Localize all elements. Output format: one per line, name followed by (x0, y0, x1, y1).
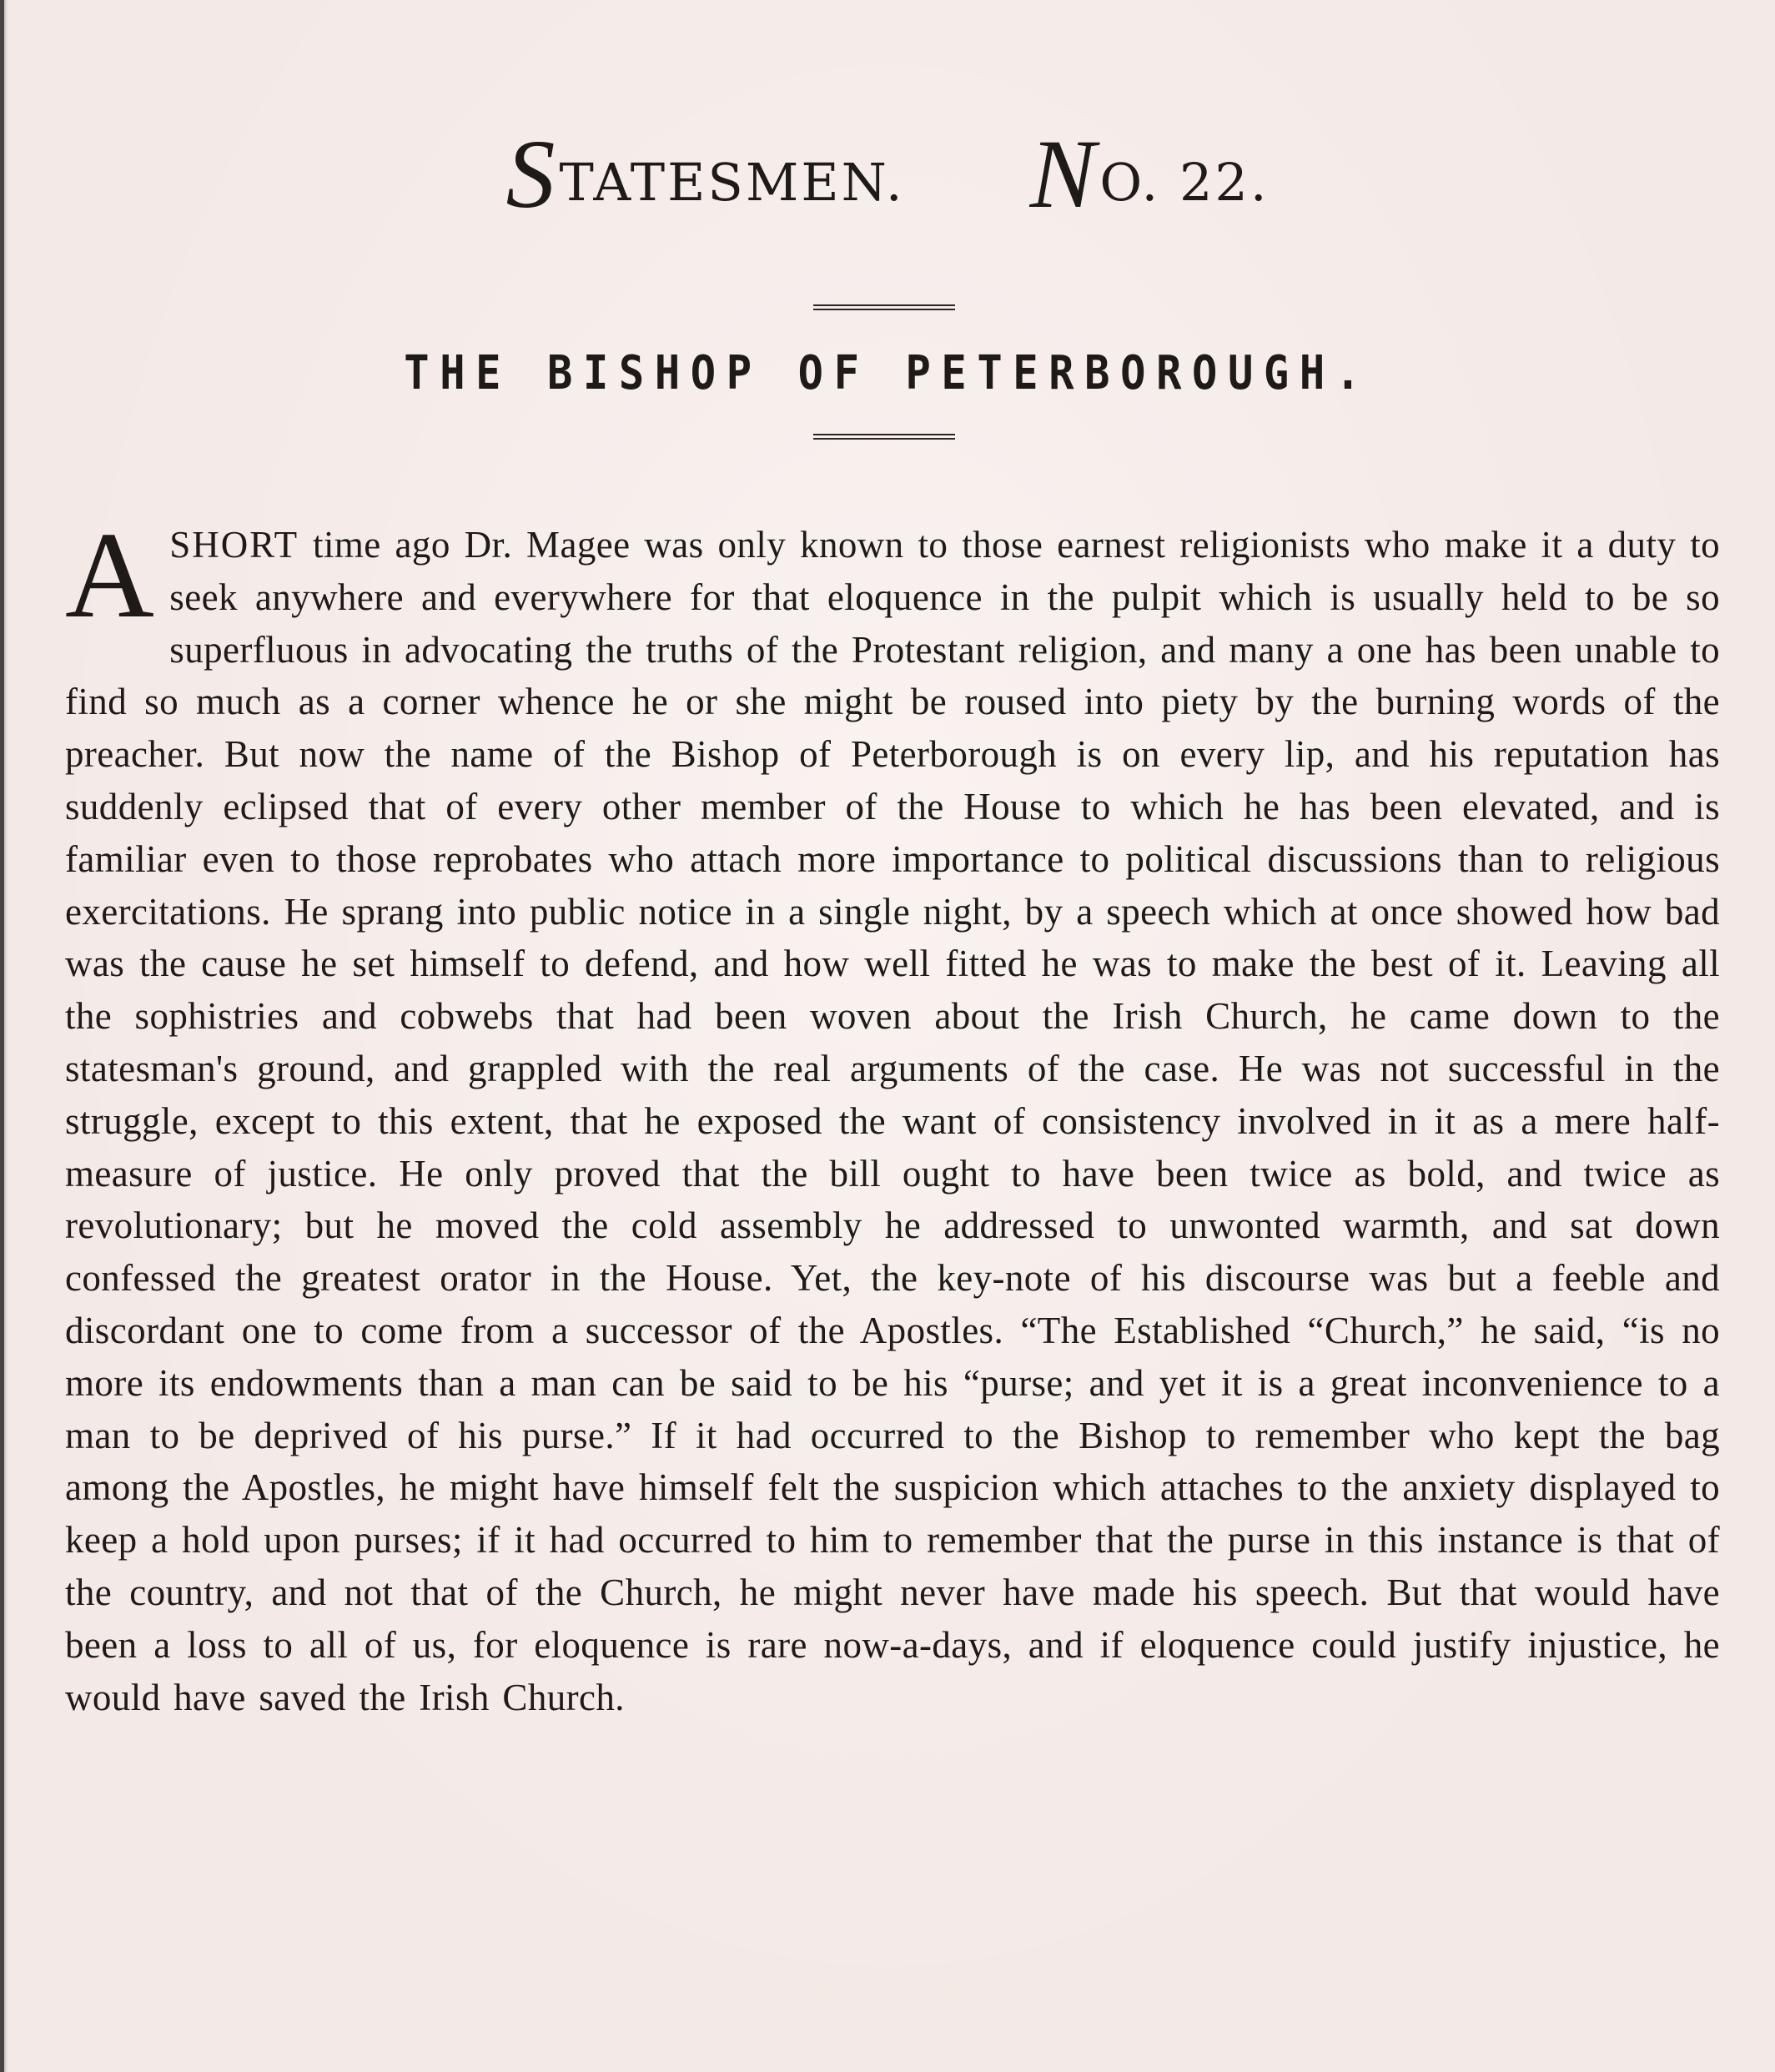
series-number: O. 22. (1099, 152, 1270, 213)
double-rule-bottom (813, 434, 955, 440)
number-initial: N (1029, 119, 1099, 229)
series-initial: S (505, 119, 558, 229)
drop-cap: A (65, 507, 155, 644)
page-edge-shadow (4, 0, 8, 2072)
series-word: TATESMEN. (559, 152, 905, 213)
article-body (65, 507, 1720, 1723)
series-heading (0, 119, 1775, 229)
article-paragraph: time ago Dr. Magee was only known to those earnest religionists who make it a duty to seek anywhere and everywhere for that eloquence in the pulpit which is usually held to be so superfluous in advocating the truths of the Protestant religion, and many a one has been unable to find so much as a corner whence he or she might be roused into piety by the burning words of the preacher. But now the name of the Bishop of Peterborough is on every lip, and his reputation has suddenly eclipsed that of every other member of the House to which he has been elevated, and is familiar even to those reprobates who attach more importance to political discussions than to religious exercitations. He sprang into public notice in a single night, by a speech which at once showed how bad was the cause he set himself to defend, and how well fitted he was to make the best of it. Leaving all the sophistries and cobwebs that had been woven about the Irish Church, he came down to the statesman's ground, and grappled with the real arguments of the case. He was not successful in the struggle, except to this extent, that he exposed the want of consistency involved in it as a mere half-measure of justice. He only proved that the bill ought to have been twice as bold, and twice as revolutionary; but he moved the cold assembly he addressed to unwonted warmth, and sat down confessed the greatest orator in the House. Yet, the key-note of his discourse was but a feeble and discordant one to come from a successor of the Apostles. “The Established “Church,” he said, “is no more its endowments than a man can be said to be his “purse; and yet it is a great inconvenience to a man to be deprived of his purse.” If it had occurred to the Bishop to remember who kept the bag among the Apostles, he might have himself felt the suspicion which attaches to the anxiety displayed to keep a hold upon purses; if it had occurred to him to remember that the purse in this instance is that of the country, and not that of the Church, he might never have made his speech. But that would have been a loss to all of us, for eloquence is rare now-a-days, and if eloquence could justify injustice, he would have saved the Irish Church. (65, 524, 1720, 1718)
double-rule-top (813, 304, 955, 310)
lead-word: SHORT (169, 524, 299, 566)
article-title: THE BISHOP OF PETERBOROUGH. (404, 346, 1371, 400)
